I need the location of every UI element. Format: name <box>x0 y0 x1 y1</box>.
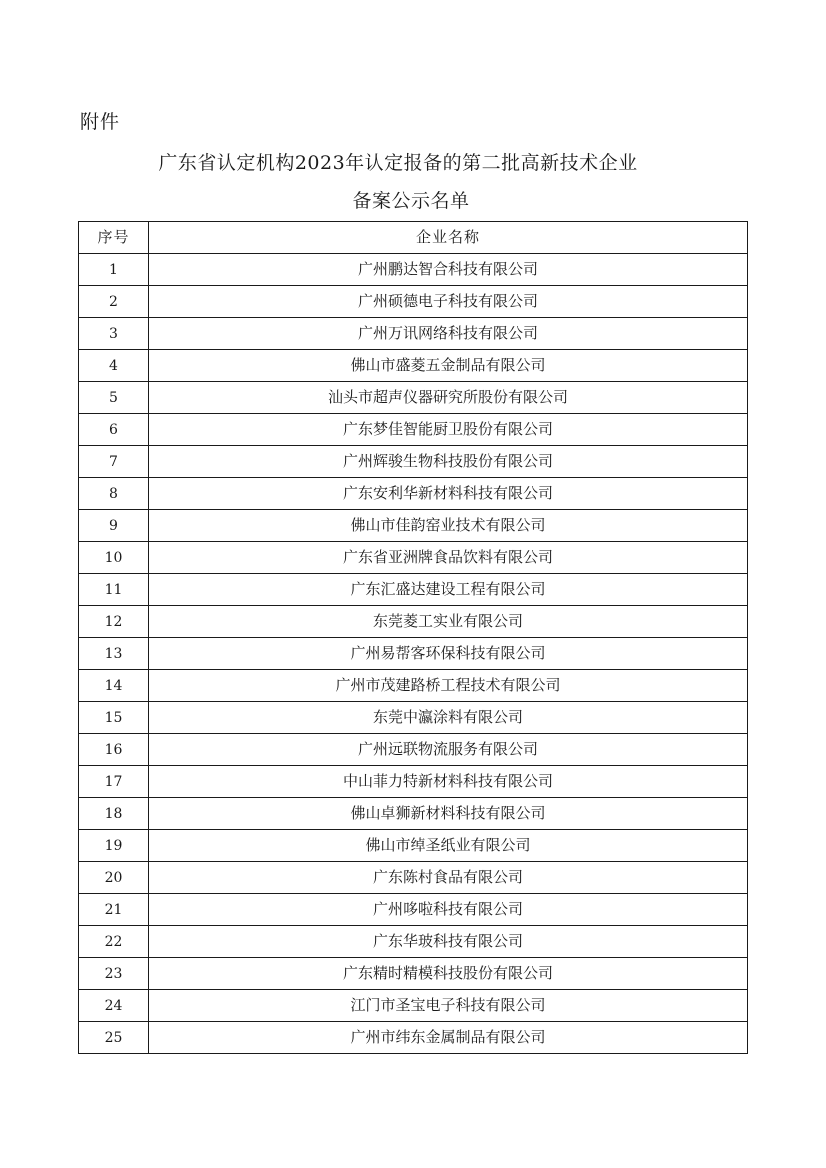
row-index: 19 <box>79 830 149 862</box>
company-name: 佛山市绰圣纸业有限公司 <box>149 830 748 862</box>
company-name: 广东华玻科技有限公司 <box>149 926 748 958</box>
table-row <box>79 926 748 958</box>
row-index: 20 <box>79 862 149 894</box>
table-row <box>79 254 748 286</box>
table-row <box>79 446 748 478</box>
company-name: 广东汇盛达建设工程有限公司 <box>149 574 748 606</box>
row-index: 17 <box>79 766 149 798</box>
company-name: 广州哆啦科技有限公司 <box>149 894 748 926</box>
row-index: 5 <box>79 382 149 414</box>
company-name: 广东梦佳智能厨卫股份有限公司 <box>149 414 748 446</box>
table-row <box>79 894 748 926</box>
company-name: 广州市纬东金属制品有限公司 <box>149 1022 748 1054</box>
table-row <box>79 318 748 350</box>
table-row <box>79 574 748 606</box>
company-name: 广州远联物流服务有限公司 <box>149 734 748 766</box>
company-name: 佛山卓狮新材料科技有限公司 <box>149 798 748 830</box>
row-index: 16 <box>79 734 149 766</box>
header-company-name: 企业名称 <box>149 222 748 254</box>
table-row <box>79 702 748 734</box>
table-row <box>79 766 748 798</box>
row-index: 25 <box>79 1022 149 1054</box>
row-index: 4 <box>79 350 149 382</box>
table-row <box>79 606 748 638</box>
table-row <box>79 478 748 510</box>
row-index: 24 <box>79 990 149 1022</box>
row-index: 15 <box>79 702 149 734</box>
row-index: 12 <box>79 606 149 638</box>
company-name: 汕头市超声仪器研究所股份有限公司 <box>149 382 748 414</box>
row-index: 14 <box>79 670 149 702</box>
company-name: 广州易帮客环保科技有限公司 <box>149 638 748 670</box>
table-row <box>79 414 748 446</box>
company-name: 广东精时精模科技股份有限公司 <box>149 958 748 990</box>
table-row <box>79 830 748 862</box>
header-index: 序号 <box>79 222 149 254</box>
company-name: 中山菲力特新材料科技有限公司 <box>149 766 748 798</box>
company-list-table <box>78 221 748 1054</box>
document-subtitle: 备案公示名单 <box>352 190 470 212</box>
row-index: 13 <box>79 638 149 670</box>
row-index: 2 <box>79 286 149 318</box>
company-name: 广东省亚洲牌食品饮料有限公司 <box>149 542 748 574</box>
company-name: 广东安利华新材料科技有限公司 <box>149 478 748 510</box>
row-index: 6 <box>79 414 149 446</box>
table-row <box>79 542 748 574</box>
row-index: 23 <box>79 958 149 990</box>
table-row <box>79 990 748 1022</box>
company-name: 广州万讯网络科技有限公司 <box>149 318 748 350</box>
table-header-row <box>79 222 748 254</box>
table-row <box>79 798 748 830</box>
row-index: 21 <box>79 894 149 926</box>
table-row <box>79 286 748 318</box>
company-name: 广州市茂建路桥工程技术有限公司 <box>149 670 748 702</box>
table-row <box>79 670 748 702</box>
table-row <box>79 1022 748 1054</box>
table-row <box>79 862 748 894</box>
table-row <box>79 958 748 990</box>
table-body <box>79 254 748 1054</box>
company-name: 佛山市盛菱五金制品有限公司 <box>149 350 748 382</box>
company-name: 广州辉骏生物科技股份有限公司 <box>149 446 748 478</box>
document-title: 广东省认定机构2023年认定报备的第二批高新技术企业 <box>158 152 638 174</box>
row-index: 11 <box>79 574 149 606</box>
table-row <box>79 510 748 542</box>
company-name: 佛山市佳韵窑业技术有限公司 <box>149 510 748 542</box>
company-name: 江门市圣宝电子科技有限公司 <box>149 990 748 1022</box>
table-row <box>79 638 748 670</box>
company-name: 东莞菱工实业有限公司 <box>149 606 748 638</box>
row-index: 8 <box>79 478 149 510</box>
row-index: 3 <box>79 318 149 350</box>
row-index: 9 <box>79 510 149 542</box>
table-row <box>79 734 748 766</box>
company-name: 广东陈村食品有限公司 <box>149 862 748 894</box>
row-index: 22 <box>79 926 149 958</box>
company-name: 广州鹏达智合科技有限公司 <box>149 254 748 286</box>
table-row <box>79 350 748 382</box>
row-index: 18 <box>79 798 149 830</box>
row-index: 7 <box>79 446 149 478</box>
table-row <box>79 382 748 414</box>
company-name: 东莞中瀛涂料有限公司 <box>149 702 748 734</box>
row-index: 1 <box>79 254 149 286</box>
row-index: 10 <box>79 542 149 574</box>
company-name: 广州硕德电子科技有限公司 <box>149 286 748 318</box>
attachment-label: 附件 <box>80 111 121 133</box>
